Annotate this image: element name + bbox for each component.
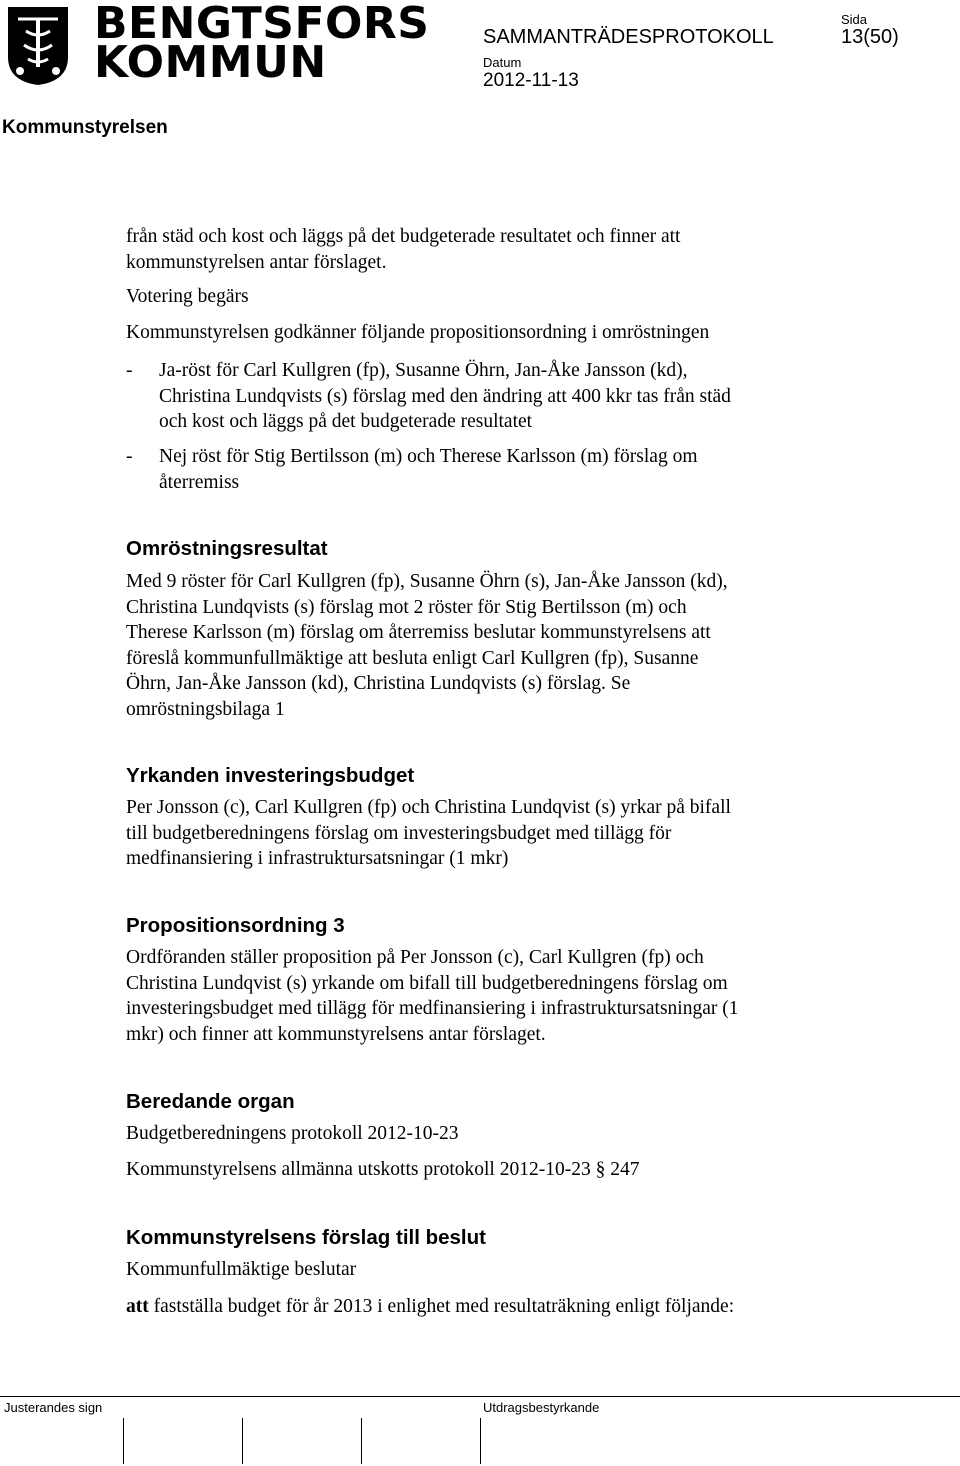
signature-box-divider (242, 1418, 243, 1464)
list-bullet: - (126, 360, 133, 381)
text-line: föreslå kommunfullmäktige att besluta enligt Carl Kullgren (fp), Susanne (126, 647, 699, 669)
section-paragraph (126, 795, 731, 872)
section-paragraph (126, 945, 738, 1047)
text-line: Christina Lundqvist (s) yrkande om bifall till budgetberedningens förslag om (126, 972, 728, 994)
text-line: Therese Karlsson (m) förslag om återremiss beslutar kommunstyrelsens att (126, 622, 711, 644)
section-heading: Yrkanden investeringsbudget (126, 764, 415, 787)
text-line: mkr) och finner att kommunstyrelsens antar förslaget. (126, 1023, 546, 1045)
text-line: Öhrn, Jan-Åke Jansson (kd), Christina Lundqvists (s) förslag. Se (126, 673, 631, 695)
decision-keyword: att (126, 1296, 149, 1317)
text-line: medfinansiering i infrastruktursatsningar (1 mkr) (126, 848, 509, 870)
footer-divider (0, 1396, 960, 1397)
text-line: Christina Lundqvists (s) förslag med den ändring att 400 kkr tas från städ (159, 385, 731, 407)
votering-line: Votering begärs (126, 286, 249, 307)
text-line: och kost och läggs på det budgeterade resultatet (159, 411, 533, 433)
text-line: Ja-röst för Carl Kullgren (fp), Susanne Öhrn, Jan-Åke Jansson (kd), (159, 360, 688, 381)
text-line: Kommunstyrelsens allmänna utskotts protokoll 2012-10-23 § 247 (126, 1159, 640, 1180)
decision-text: fastställa budget för år 2013 i enlighet med resultaträkning enligt följande: (148, 1296, 735, 1317)
section-paragraph (126, 569, 728, 723)
section-heading: Kommunstyrelsens förslag till beslut (126, 1226, 486, 1249)
text-line: investeringsbudget med tillägg för medfinansiering i infrastruktursatsningar (1 (126, 998, 739, 1020)
signature-box-divider (123, 1418, 124, 1464)
text-line: Nej röst för Stig Bertilsson (m) och Therese Karlsson (m) förslag om (159, 446, 698, 467)
text-line: från städ och kost och läggs på det budgeterade resultatet och finner att (126, 226, 681, 247)
organ-title: Kommunstyrelsen (2, 117, 168, 138)
text-line: till budgetberedningens förslag om investeringsbudget med tillägg för (126, 822, 672, 844)
page-number: 13(50) (841, 26, 899, 48)
text-line: Med 9 röster för Carl Kullgren (fp), Susanne Öhrn (s), Jan-Åke Jansson (kd), (126, 571, 728, 592)
decision-line (126, 1294, 734, 1320)
text-line: kommunstyrelsen antar förslaget. (126, 251, 387, 273)
list-bullet: - (126, 446, 133, 467)
vote-item-yes (159, 358, 731, 435)
date-value: 2012-11-13 (483, 70, 579, 91)
page-label: Sida (841, 12, 868, 27)
text-line: Budgetberedningens protokoll 2012-10-23 (126, 1123, 459, 1144)
signature-box-divider (361, 1418, 362, 1464)
extract-certification-label: Utdragsbestyrkande (483, 1400, 600, 1415)
brand-name-line-1: BENGTSFORS (94, 0, 430, 49)
text-line: återremiss (159, 471, 240, 493)
brand-name-line-2: KOMMUN (94, 37, 327, 88)
section-heading: Omröstningsresultat (126, 537, 328, 560)
proposition-order-line: Kommunstyrelsen godkänner följande propositionsordning i omröstningen (126, 322, 710, 343)
date-label: Datum (483, 55, 522, 70)
text-line: Ordföranden ställer proposition på Per Jonsson (c), Carl Kullgren (fp) och (126, 947, 704, 968)
intro-paragraph (126, 224, 680, 275)
signature-box-divider (480, 1418, 481, 1464)
section-heading: Propositionsordning 3 (126, 914, 345, 937)
text-line: Kommunfullmäktige beslutar (126, 1259, 357, 1280)
document-type: SAMMANTRÄDESPROTOKOLL (483, 26, 774, 48)
text-line: omröstningsbilaga 1 (126, 698, 285, 720)
municipal-coat-of-arms-icon (6, 5, 70, 87)
signature-label: Justerandes sign (4, 1400, 103, 1415)
text-line: Christina Lundqvists (s) förslag mot 2 röster för Stig Bertilsson (m) och (126, 596, 687, 618)
text-line: Per Jonsson (c), Carl Kullgren (fp) och Christina Lundqvist (s) yrkar på bifall (126, 797, 731, 818)
vote-item-no (159, 444, 698, 495)
section-heading: Beredande organ (126, 1090, 295, 1113)
